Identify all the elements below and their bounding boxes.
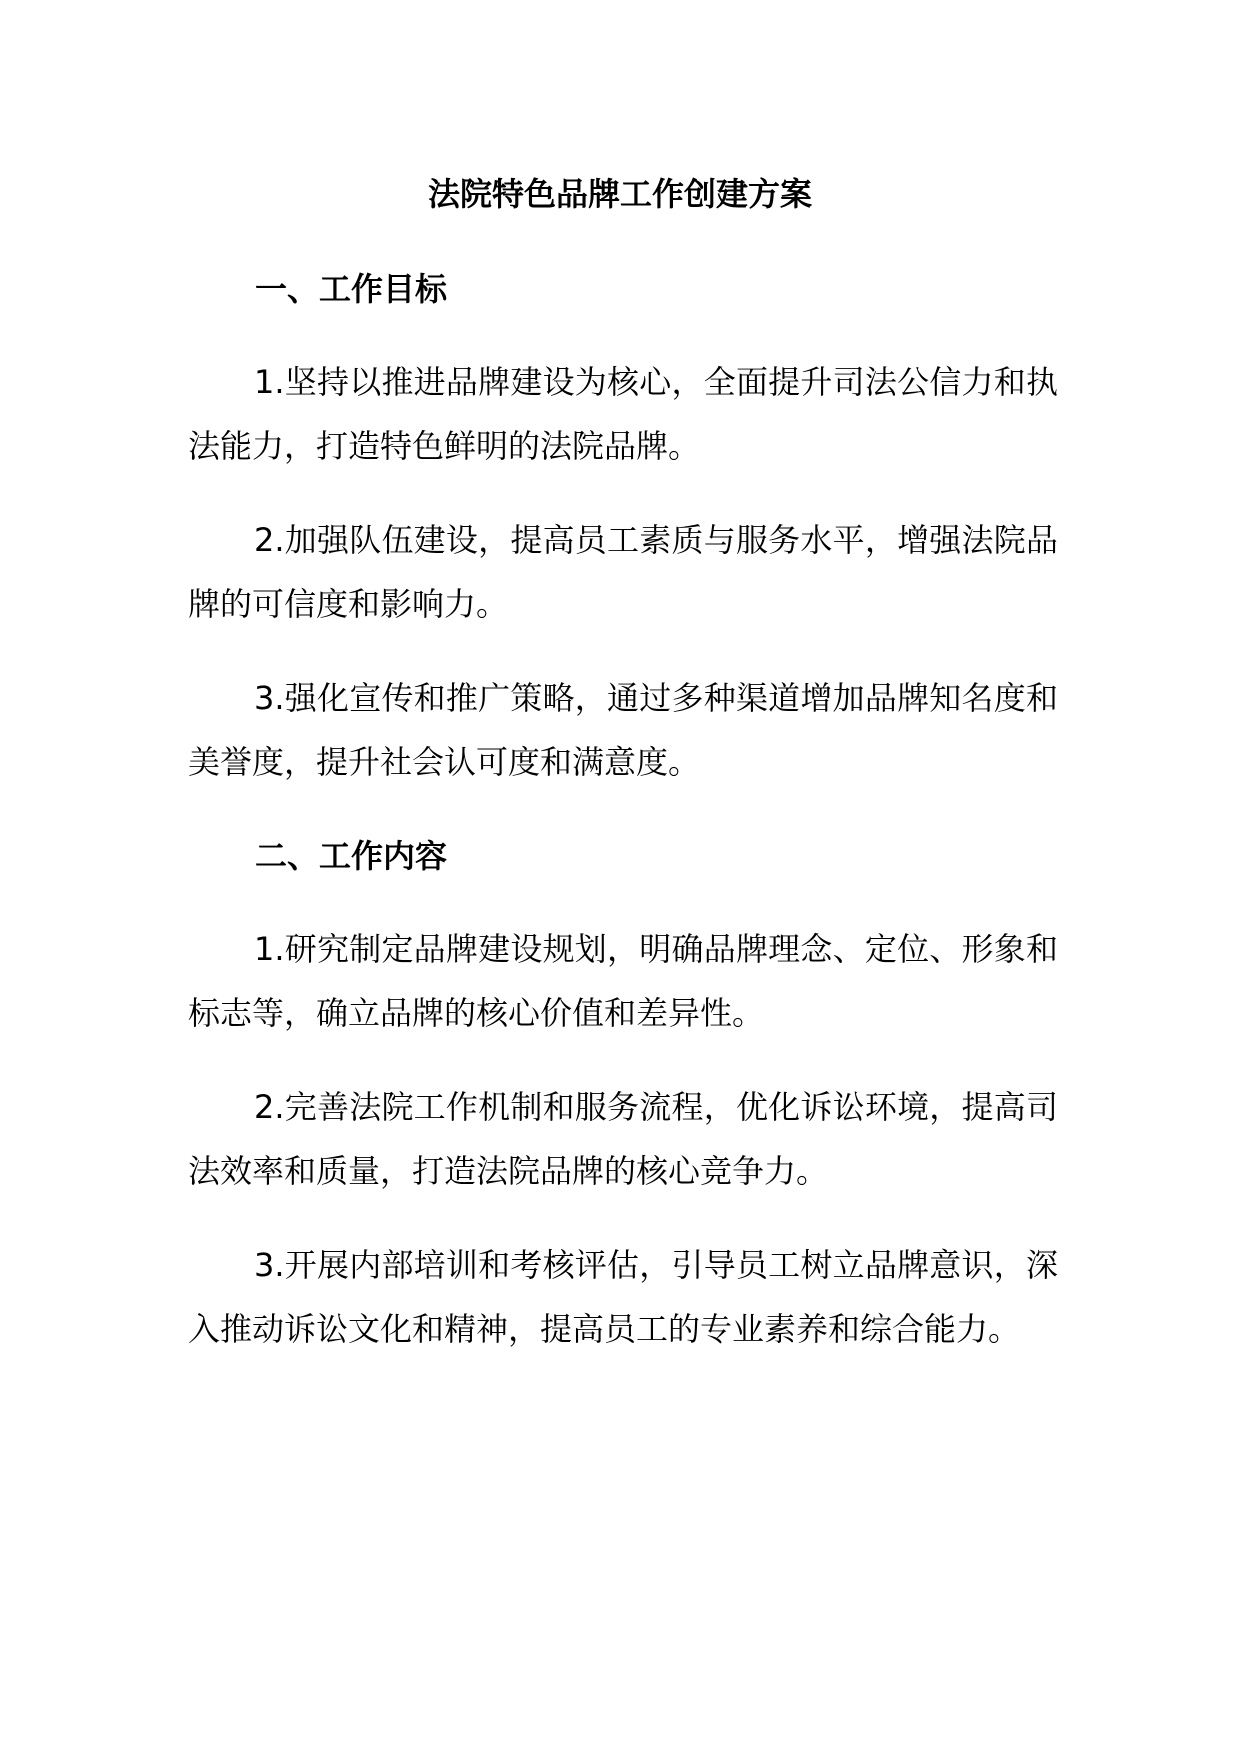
- section-heading-goals: 一、工作目标: [255, 270, 448, 308]
- document-title: 法院特色品牌工作创建方案: [427, 175, 812, 213]
- goal-item-2: 2.加强队伍建设，提高员工素质与服务水平，增强法院品牌的可信度和影响力。: [188, 521, 1058, 623]
- section-heading-content: 二、工作内容: [255, 837, 448, 875]
- content-item-2: 2.完善法院工作机制和服务流程，优化诉讼环境，提高司法效率和质量，打造法院品牌的核心竞争力。: [188, 1088, 1058, 1190]
- goal-item-1: 1.坚持以推进品牌建设为核心，全面提升司法公信力和执法能力，打造特色鲜明的法院品牌。: [188, 363, 1058, 465]
- content-item-1: 1.研究制定品牌建设规划，明确品牌理念、定位、形象和标志等，确立品牌的核心价值和差异性。: [188, 930, 1058, 1032]
- content-item-3: 3.开展内部培训和考核评估，引导员工树立品牌意识，深入推动诉讼文化和精神，提高员工的专业素养和综合能力。: [188, 1246, 1058, 1348]
- goal-item-3: 3.强化宣传和推广策略，通过多种渠道增加品牌知名度和美誉度，提升社会认可度和满意度。: [188, 679, 1058, 781]
